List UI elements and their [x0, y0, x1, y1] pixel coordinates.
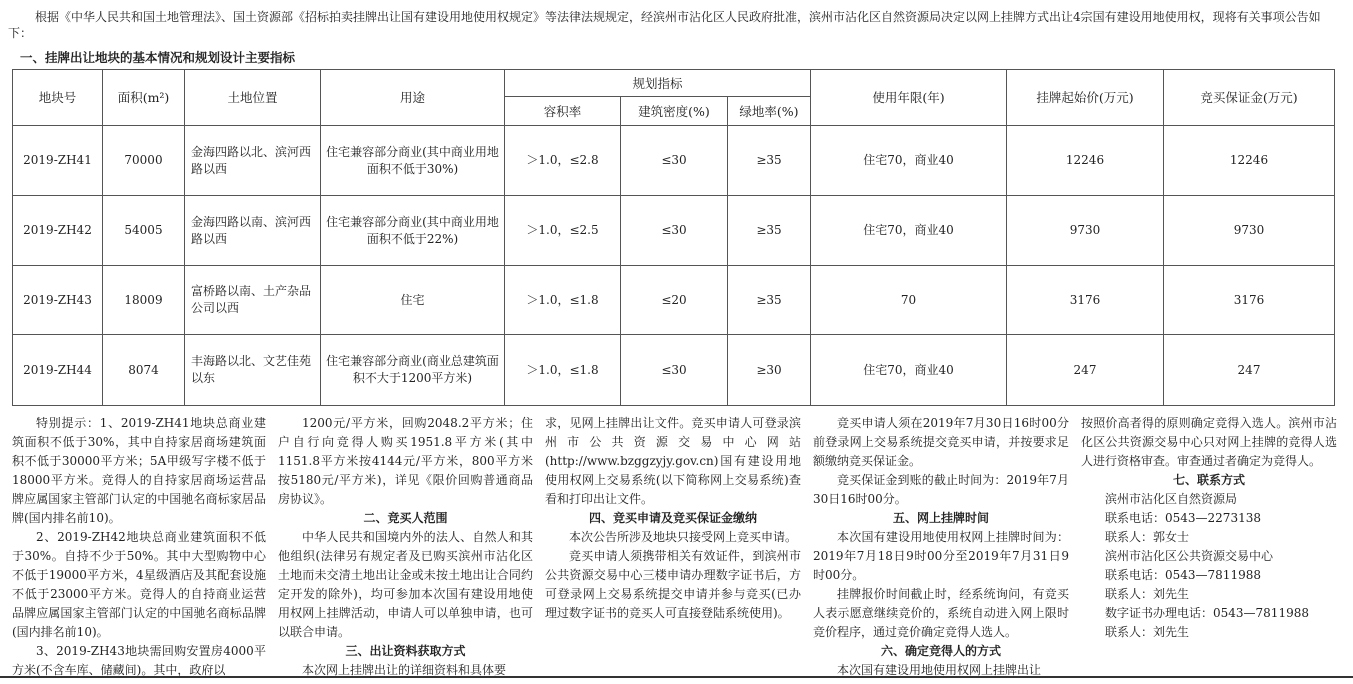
cell-use: 住宅兼容部分商业(商业总建筑面积不大于1200平方米) — [321, 335, 505, 406]
text-column-4 — [813, 414, 1069, 676]
cell-area: 54005 — [103, 196, 185, 266]
bottom-rule — [0, 676, 1353, 678]
section-3-title: 三、出让资料获取方式 — [345, 644, 466, 658]
cell-term: 住宅70，商业40 — [811, 335, 1007, 406]
paragraph: 挂牌报价时间截止时，经系统询问，有竞买人表示愿意继续竞价的，系统自动进入网上限时竞价程序，通过竞价确定竞得人选人。 — [813, 587, 1069, 639]
section-4-title: 四、竞买申请及竞买保证金缴纳 — [588, 511, 757, 525]
header-use: 用途 — [321, 70, 505, 126]
cell-parcel: 2019-ZH41 — [13, 126, 103, 196]
cell-green: ≥35 — [728, 196, 811, 266]
cell-use: 住宅 — [321, 266, 505, 335]
text-column-1 — [12, 414, 266, 676]
cell-density: ≤30 — [621, 196, 728, 266]
cell-green: ≥35 — [728, 126, 811, 196]
cell-term: 70 — [811, 266, 1007, 335]
header-deposit: 竞买保证金(万元) — [1164, 70, 1335, 126]
cell-density: ≤30 — [621, 335, 728, 406]
special-note-3: 3、2019-ZH43地块需回购安置房4000平方米(不含车库、储藏间)。其中，政府以 — [12, 644, 266, 676]
section-5-title: 五、网上挂牌时间 — [892, 511, 989, 525]
table-row — [13, 335, 1335, 406]
cell-area: 70000 — [103, 126, 185, 196]
paragraph: 竞买保证金到账的截止时间为：2019年7月30日16时00分。 — [813, 473, 1069, 506]
cell-green: ≥30 — [728, 335, 811, 406]
paragraph: 1200元/平方米，回购2048.2平方米；住户自行向竞得人购买1951.8平方米(其中1151.8平方米按4144元/平方米，800平方米按5180元/平方米)，详见《限价回购普通商品房协议》。 — [278, 416, 533, 506]
header-planning: 规划指标 — [505, 70, 811, 97]
header-term: 使用年限(年) — [811, 70, 1007, 126]
cell-deposit: 3176 — [1164, 266, 1335, 335]
text-column-3 — [545, 414, 801, 676]
contact-line: 联系电话：0543—7811988 — [1105, 568, 1261, 582]
header-far: 容积率 — [505, 97, 621, 126]
paragraph: 按照价高者得的原则确定竞得入选人。滨州市沾化区公共资源交易中心只对网上挂牌的竞得人选人进行资格审查。审查通过者确定为竞得人。 — [1081, 416, 1337, 468]
cell-density: ≤20 — [621, 266, 728, 335]
table-row — [13, 196, 1335, 266]
cell-use: 住宅兼容部分商业(其中商业用地面积不低于22%) — [321, 196, 505, 266]
cell-location: 丰海路以北、文艺佳苑以东 — [185, 335, 321, 406]
cell-start-price: 247 — [1007, 335, 1164, 406]
paragraph: 本次国有建设用地使用权网上挂牌出让 — [837, 663, 1042, 676]
table-header-row — [13, 70, 1335, 97]
header-area: 面积(m²) — [103, 70, 185, 126]
cell-start-price: 12246 — [1007, 126, 1164, 196]
header-density: 建筑密度(%) — [621, 97, 728, 126]
cell-start-price: 9730 — [1007, 196, 1164, 266]
cell-location: 金海四路以北、滨河西路以西 — [185, 126, 321, 196]
contact-line: 数字证书办理电话：0543—7811988 — [1105, 606, 1309, 620]
cell-far: ＞1.0，≤1.8 — [505, 335, 621, 406]
text-column-2 — [278, 414, 533, 676]
cell-far: ＞1.0，≤2.5 — [505, 196, 621, 266]
cell-deposit: 12246 — [1164, 126, 1335, 196]
special-note-1: 特别提示：1、2019-ZH41地块总商业建筑面积不低于30%，其中自持家居商场建筑面积不低于30000平方米；5A甲级写字楼不低于18000平方米。竞得人的自持家居商场运营品牌应属国家主管部门认定的中国驰名商标家居品牌(国内排名前10)。 — [12, 416, 266, 525]
contact-line: 联系人：刘先生 — [1105, 587, 1190, 601]
paragraph: 本次国有建设用地使用权网上挂牌时间为：2019年7月18日9时00分至2019年7月31日9时00分。 — [813, 530, 1069, 582]
cell-deposit: 9730 — [1164, 196, 1335, 266]
text-column-5 — [1081, 414, 1337, 676]
cell-term: 住宅70，商业40 — [811, 126, 1007, 196]
cell-density: ≤30 — [621, 126, 728, 196]
header-start-price: 挂牌起始价(万元) — [1007, 70, 1164, 126]
table-row — [13, 266, 1335, 335]
cell-term: 住宅70，商业40 — [811, 196, 1007, 266]
cell-area: 18009 — [103, 266, 185, 335]
paragraph: 本次网上挂牌出让的详细资料和具体要 — [302, 663, 507, 676]
contact-line: 滨州市沾化区自然资源局 — [1105, 492, 1238, 506]
special-note-2: 2、2019-ZH42地块总商业建筑面积不低于30%。自持不少于50%。其中大型购物中心不低于19000平方米，4星级酒店及其配套设施不低于23000平方米。竞得人的自持商业运营品牌应属国家主管部门认定的中国驰名商标品牌(国内排名前10)。 — [12, 530, 266, 639]
section-1-title: 一、挂牌出让地块的基本情况和规划设计主要指标 — [20, 50, 296, 65]
cell-parcel: 2019-ZH44 — [13, 335, 103, 406]
section-2-title: 二、竞买人范围 — [363, 511, 448, 525]
intro-paragraph: 根据《中华人民共和国土地管理法》、国土资源部《招标拍卖挂牌出让国有建设用地使用权规定》等法律法规规定，经滨州市沾化区人民政府批准，滨州市沾化区自然资源局决定以网上挂牌方式出让4宗国有建设用地使用权，现将有关事项公告如下： — [8, 10, 1321, 40]
paragraph: 竞买申请人须在2019年7月30日16时00分前登录网上交易系统提交竞买申请，并按要求足额缴纳竞买保证金。 — [813, 416, 1069, 468]
paragraph: 竞买申请人须携带相关有效证件，到滨州市公共资源交易中心三楼申请办理数字证书后，方可登录网上交易系统提交申请并参与竞买(已办理过数字证书的竞买人可直接登陆系统使用)。 — [545, 549, 801, 620]
contact-line: 联系电话：0543—2273138 — [1105, 511, 1261, 525]
header-location: 土地位置 — [185, 70, 321, 126]
paragraph: 本次公告所涉及地块只接受网上竞买申请。 — [569, 530, 798, 544]
cell-far: ＞1.0，≤1.8 — [505, 266, 621, 335]
cell-start-price: 3176 — [1007, 266, 1164, 335]
cell-far: ＞1.0，≤2.8 — [505, 126, 621, 196]
cell-use: 住宅兼容部分商业(其中商业用地面积不低于30%) — [321, 126, 505, 196]
section-7-title: 七、联系方式 — [1172, 473, 1245, 487]
table-row — [13, 126, 1335, 196]
cell-green: ≥35 — [728, 266, 811, 335]
contact-line: 滨州市沾化区公共资源交易中心 — [1105, 549, 1274, 563]
contact-line: 联系人：郭女士 — [1105, 530, 1190, 544]
parcel-table — [12, 69, 1335, 406]
header-green: 绿地率(%) — [728, 97, 811, 126]
cell-location: 金海四路以南、滨河西路以西 — [185, 196, 321, 266]
paragraph: 求，见网上挂牌出让文件。竞买申请人可登录滨州市公共资源交易中心网站(http://www.bzggzyjy.gov.cn)国有建设用地使用权网上交易系统(以下简称网上交易系统)查看和打印出让文件。 — [545, 416, 801, 506]
cell-location: 富桥路以南、土产杂品公司以西 — [185, 266, 321, 335]
paragraph: 中华人民共和国境内外的法人、自然人和其他组织(法律另有规定者及已购买滨州市沾化区土地而未交清土地出让金或未按土地出让合同约定开发的除外)，均可参加本次国有建设用地使用权网上挂牌活动，申请人可以单独申请，也可以联合申请。 — [278, 530, 533, 639]
cell-parcel: 2019-ZH42 — [13, 196, 103, 266]
header-parcel: 地块号 — [13, 70, 103, 126]
cell-area: 8074 — [103, 335, 185, 406]
cell-parcel: 2019-ZH43 — [13, 266, 103, 335]
contact-list — [1081, 490, 1337, 642]
section-6-title: 六、确定竞得人的方式 — [880, 644, 1001, 658]
contact-line: 联系人：刘先生 — [1105, 625, 1190, 639]
cell-deposit: 247 — [1164, 335, 1335, 406]
